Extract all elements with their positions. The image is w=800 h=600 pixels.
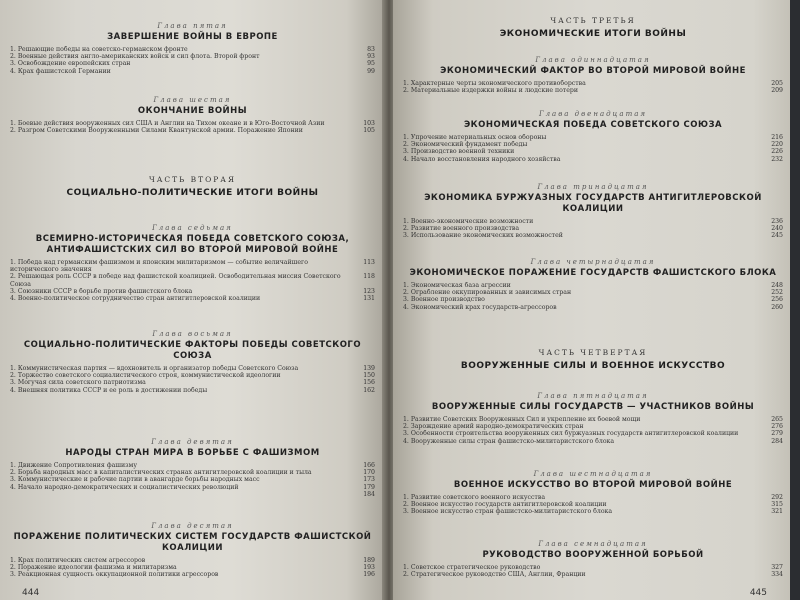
chapter-label: Глава семнадцатая — [538, 540, 648, 548]
entry-text: 4. Крах фашистской Германии — [10, 67, 111, 75]
part-title: ЭКОНОМИЧЕСКИЕ ИТОГИ ВОЙНЫ — [499, 29, 687, 39]
entry-page-number: 226 — [771, 148, 783, 156]
entry-text: 1. Крах политических систем агрессоров — [10, 557, 146, 564]
toc-list — [403, 416, 783, 445]
entry-text: 3. Производство военной техники — [403, 148, 515, 156]
toc-list — [403, 80, 783, 94]
entry-page-number: 95 — [367, 60, 375, 68]
entry-page-number: 189 — [363, 557, 375, 564]
right-page — [393, 0, 793, 600]
chapter-title: ЭКОНОМИКА БУРЖУАЗНЫХ ГОСУДАРСТВ АНТИГИТЛЕРОВСКОЙ КОАЛИЦИИ — [424, 193, 762, 214]
toc-entry — [10, 372, 375, 379]
chapter-10 — [0, 522, 385, 579]
chapter-14 — [393, 258, 793, 311]
entry-text: 1. Экономическая база агрессии — [403, 282, 511, 289]
chapter-label: Глава тринадцатая — [537, 183, 649, 191]
toc-entry — [403, 423, 783, 430]
entry-page-number: 193 — [363, 564, 375, 572]
entry-page-number: 156 — [363, 379, 375, 387]
entry-page-number: 209 — [771, 87, 783, 95]
entry-page-number: 248 — [771, 282, 783, 289]
toc-entry — [403, 430, 783, 437]
entry-text: 2. Решающая роль СССР в победе над фашистской коалицией. Освободительная миссия Советского Союза — [10, 273, 341, 288]
toc-entry — [403, 282, 783, 289]
entry-text: 2. Торжество советского социалистического строя, коммунистической идеологии — [10, 372, 281, 380]
toc-entry — [10, 60, 375, 67]
toc-list — [10, 259, 375, 302]
part-title: ВООРУЖЕННЫЕ СИЛЫ И ВОЕННОЕ ИСКУССТВО — [460, 361, 726, 371]
entry-text: 2. Экономический фундамент победы — [403, 141, 528, 149]
chapter-16 — [393, 470, 793, 516]
entry-text: 3. Военное искусство стран фашистско-милитаристского блока — [403, 508, 613, 516]
chapter-title: ВООРУЖЕННЫЕ СИЛЫ ГОСУДАРСТВ — УЧАСТНИКОВ ВОЙНЫ — [431, 402, 755, 412]
toc-list — [403, 134, 783, 163]
toc-entry — [403, 296, 783, 303]
entry-text: 1. Упрочение материальных основ обороны — [403, 134, 547, 141]
left-page — [0, 0, 385, 600]
entry-text: 3. Коммунистические и рабочие партии в авангарде борьбы народных масс — [10, 476, 260, 484]
entry-page-number: 184 — [363, 490, 375, 498]
toc-entry — [403, 571, 783, 578]
entry-text: 2. Зарождение армий народно-демократических стран — [403, 423, 584, 431]
toc-entry — [403, 232, 783, 239]
toc-entry — [403, 141, 783, 148]
entry-text: 1. Развитие Советских Вооруженных Сил и укрепление их боевой мощи — [403, 416, 641, 423]
chapter-13 — [393, 183, 793, 240]
entry-text: 2. Военное искусство государств антигитлеровской коалиции — [403, 501, 607, 509]
entry-page-number: 232 — [771, 155, 783, 163]
entry-text: 4. Военно-политическое сотрудничество стран антигитлеровской коалиции — [10, 295, 261, 303]
chapter-17 — [393, 540, 793, 578]
toc-entry — [403, 289, 783, 296]
toc-entry — [403, 148, 783, 155]
chapter-label: Глава шестнадцатая — [533, 470, 653, 478]
entry-page-number: 83 — [367, 46, 375, 53]
entry-page-number: 252 — [771, 289, 783, 297]
toc-entry — [403, 438, 783, 445]
chapter-title: СОЦИАЛЬНО-ПОЛИТИЧЕСКИЕ ФАКТОРЫ ПОБЕДЫ СОВЕТСКОГО СОЮЗА — [23, 340, 362, 361]
entry-page-number: 196 — [363, 571, 375, 579]
toc-list — [403, 282, 783, 311]
entry-page-number: 113 — [363, 259, 375, 266]
entry-page-number: 220 — [771, 141, 783, 149]
part-label: ЧАСТЬ ЧЕТВЕРТАЯ — [538, 348, 648, 357]
entry-text: 4. Начало восстановления народного хозяйства — [403, 155, 561, 163]
chapter-title: ЭКОНОМИЧЕСКАЯ ПОБЕДА СОВЕТСКОГО СОЮЗА — [463, 120, 723, 130]
entry-page-number: 162 — [363, 386, 375, 394]
toc-entry — [10, 259, 375, 273]
chapter-title: ВСЕМИРНО-ИСТОРИЧЕСКАЯ ПОБЕДА СОВЕТСКОГО СОЮЗА, АНТИФАШИСТСКИХ СИЛ ВО ВТОРОЙ МИРОВОЙ ВОЙНЕ — [35, 234, 350, 255]
entry-page-number: 103 — [363, 120, 375, 127]
entry-page-number: 240 — [771, 225, 783, 233]
chapter-label: Глава пятнадцатая — [537, 392, 649, 400]
entry-text: 1. Развитие советского военного искусства — [403, 494, 546, 501]
entry-text: 2. Военные действия англо-американских войск и сил флота. Второй фронт — [10, 53, 260, 61]
entry-text: 1. Решающие победы на советско-германском фронте — [10, 46, 188, 53]
toc-entry — [10, 557, 375, 564]
entry-page-number: 334 — [771, 571, 783, 579]
entry-page-number: 245 — [771, 232, 783, 240]
toc-list — [10, 46, 375, 75]
entry-page-number: 327 — [771, 564, 783, 571]
entry-page-number: 205 — [771, 80, 783, 87]
chapter-title: ЭКОНОМИЧЕСКОЕ ПОРАЖЕНИЕ ГОСУДАРСТВ ФАШИСТСКОГО БЛОКА — [409, 268, 777, 278]
page-number: 445 — [749, 588, 767, 598]
entry-page-number: 99 — [367, 67, 375, 75]
entry-page-number: 260 — [771, 303, 783, 311]
chapter-label: Глава шестая — [153, 96, 232, 104]
chapter-11 — [393, 56, 793, 94]
toc-list — [403, 494, 783, 516]
chapter-6 — [0, 96, 385, 134]
chapter-title: ВОЕННОЕ ИСКУССТВО ВО ВТОРОЙ МИРОВОЙ ВОЙНЕ — [453, 480, 733, 490]
entry-text: 1. Военно-экономические возможности — [403, 218, 534, 225]
toc-entry — [10, 379, 375, 386]
toc-entry — [10, 476, 375, 483]
entry-page-number: 292 — [771, 494, 783, 501]
entry-text: 4. Экономический крах государств-агрессоров — [403, 303, 557, 311]
toc-entry — [10, 46, 375, 53]
entry-text: 3. Использование экономических возможностей — [403, 232, 563, 240]
toc-entry — [10, 288, 375, 295]
toc-entry — [403, 501, 783, 508]
entry-text: 3. Реакционная сущность оккупационной политики агрессоров — [10, 571, 219, 579]
chapter-label: Глава восьмая — [152, 330, 233, 338]
toc-entry — [10, 387, 375, 394]
chapter-8 — [0, 330, 385, 394]
toc-entry — [403, 508, 783, 515]
toc-list — [10, 557, 375, 579]
entry-text: 3. Особенности строительства вооруженных сил буржуазных государств антигитлеровской коалиции — [403, 430, 739, 438]
toc-list — [10, 120, 375, 134]
entry-text: 1. Движение Сопротивления фашизму — [10, 462, 137, 469]
book-edge — [790, 0, 800, 600]
toc-entry — [10, 53, 375, 60]
entry-page-number: 170 — [363, 469, 375, 477]
entry-text: 1. Советское стратегическое руководство — [403, 564, 541, 571]
toc-list — [403, 564, 783, 578]
chapter-title: РУКОВОДСТВО ВООРУЖЕННОЙ БОРЬБОЙ — [482, 550, 704, 560]
entry-page-number: 131 — [363, 295, 375, 303]
entry-page-number: 166 — [363, 462, 375, 469]
chapter-15 — [393, 392, 793, 445]
toc-entry — [403, 494, 783, 501]
entry-text: 1. Боевые действия вооруженных сил США и Англии на Тихом океане и в Юго-Восточной Азии — [10, 120, 325, 127]
chapter-title: НАРОДЫ СТРАН МИРА В БОРЬБЕ С ФАШИЗМОМ — [65, 448, 320, 458]
entry-page-number: 315 — [771, 501, 783, 509]
toc-entry — [10, 484, 375, 491]
chapter-5 — [0, 22, 385, 75]
part-label: ЧАСТЬ ТРЕТЬЯ — [550, 16, 636, 25]
chapter-label: Глава девятая — [151, 438, 234, 446]
chapter-label: Глава четырнадцатая — [530, 258, 656, 266]
entry-text: 3. Могучая сила советского патриотизма — [10, 379, 146, 387]
toc-entry — [403, 156, 783, 163]
entry-page-number: 105 — [363, 127, 375, 135]
part-label: ЧАСТЬ ВТОРАЯ — [148, 175, 237, 184]
entry-text: 2. Борьба народных масс в капиталистических странах антигитлеровской коалиции и тыла — [10, 469, 312, 477]
chapter-title: ЗАВЕРШЕНИЕ ВОЙНЫ В ЕВРОПЕ — [107, 32, 278, 42]
toc-entry — [10, 469, 375, 476]
entry-text: 2. Материальные издержки войны и людские потери — [403, 87, 578, 95]
part-3 — [393, 16, 793, 44]
entry-page-number: 265 — [771, 416, 783, 423]
chapter-label: Глава одиннадцатая — [535, 56, 651, 64]
entry-text: 3. Военное производство — [403, 296, 485, 304]
chapter-label: Глава седьмая — [152, 224, 233, 232]
toc-entry — [10, 571, 375, 578]
entry-page-number: 279 — [771, 430, 783, 438]
entry-page-number: 118 — [363, 273, 375, 281]
toc-entry — [10, 491, 375, 498]
entry-page-number: 256 — [771, 296, 783, 304]
part-2 — [0, 175, 385, 203]
part-4 — [393, 348, 793, 376]
toc-entry — [10, 68, 375, 75]
entry-page-number: 276 — [771, 423, 783, 431]
toc-list — [10, 365, 375, 394]
toc-entry — [10, 365, 375, 372]
entry-page-number: 139 — [363, 365, 375, 372]
entry-text: 2. Ограбление оккупированных и зависимых стран — [403, 289, 572, 297]
chapter-title: ПОРАЖЕНИЕ ПОЛИТИЧЕСКИХ СИСТЕМ ГОСУДАРСТВ ФАШИСТСКОЙ КОАЛИЦИИ — [13, 532, 372, 553]
entry-page-number: 216 — [771, 134, 783, 141]
entry-page-number: 321 — [771, 508, 783, 516]
toc-entry — [403, 416, 783, 423]
toc-list — [10, 462, 375, 498]
entry-page-number: 123 — [363, 287, 375, 295]
toc-entry — [10, 127, 375, 134]
toc-entry — [403, 225, 783, 232]
chapter-9 — [0, 438, 385, 498]
toc-entry — [10, 295, 375, 302]
entry-text: 1. Характерные черты экономического противоборства — [403, 80, 586, 87]
entry-text: 4. Начало народно-демократических и социалистических революций — [10, 483, 239, 491]
entry-text: 4. Вооруженные силы стран фашистско-милитаристского блока — [403, 437, 615, 445]
chapter-title: ОКОНЧАНИЕ ВОЙНЫ — [137, 106, 248, 116]
entry-text: 3. Освобождение европейских стран — [10, 60, 131, 68]
entry-text: 1. Победа над германским фашизмом и японским милитаризмом — событие величайшего исторического значения — [10, 259, 309, 274]
chapter-title: ЭКОНОМИЧЕСКИЙ ФАКТОР ВО ВТОРОЙ МИРОВОЙ ВОЙНЕ — [440, 66, 746, 76]
entry-text: 3. Союзники СССР в борьбе против фашистского блока — [10, 287, 193, 295]
entry-text: 2. Развитие военного производства — [403, 225, 520, 233]
entry-text: 2. Разгром Советскими Вооруженными Силами Квантунской армии. Поражение Японии — [10, 127, 303, 135]
toc-entry — [10, 273, 375, 287]
chapter-label: Глава пятая — [157, 22, 228, 30]
page-number: 444 — [22, 588, 40, 598]
toc-list — [403, 218, 783, 240]
toc-entry — [403, 304, 783, 311]
toc-entry — [403, 134, 783, 141]
chapter-label: Глава двенадцатая — [538, 110, 648, 118]
entry-page-number: 179 — [363, 483, 375, 491]
chapter-label: Глава десятая — [151, 522, 234, 530]
entry-page-number: 150 — [363, 372, 375, 380]
entry-text: 4. Внешняя политика СССР и ее роль в достижении победы — [10, 386, 208, 394]
entry-text — [10, 491, 355, 498]
entry-text: 1. Коммунистическая партия — вдохновитель и организатор победы Советского Союза — [10, 365, 299, 372]
toc-entry — [403, 80, 783, 87]
toc-entry — [403, 564, 783, 571]
entry-page-number: 93 — [367, 53, 375, 61]
entry-page-number: 284 — [771, 437, 783, 445]
entry-text: 2. Стратегическое руководство США, Англии, Франции — [403, 571, 586, 579]
entry-page-number: 236 — [771, 218, 783, 225]
chapter-12 — [393, 110, 793, 163]
toc-entry — [403, 87, 783, 94]
entry-page-number: 173 — [363, 476, 375, 484]
entry-text: 2. Поражение идеологии фашизма и милитаризма — [10, 564, 177, 572]
chapter-7 — [0, 224, 385, 302]
toc-entry — [10, 120, 375, 127]
toc-entry — [403, 218, 783, 225]
part-title: СОЦИАЛЬНО-ПОЛИТИЧЕСКИЕ ИТОГИ ВОЙНЫ — [66, 188, 319, 198]
toc-entry — [10, 462, 375, 469]
toc-entry — [10, 564, 375, 571]
